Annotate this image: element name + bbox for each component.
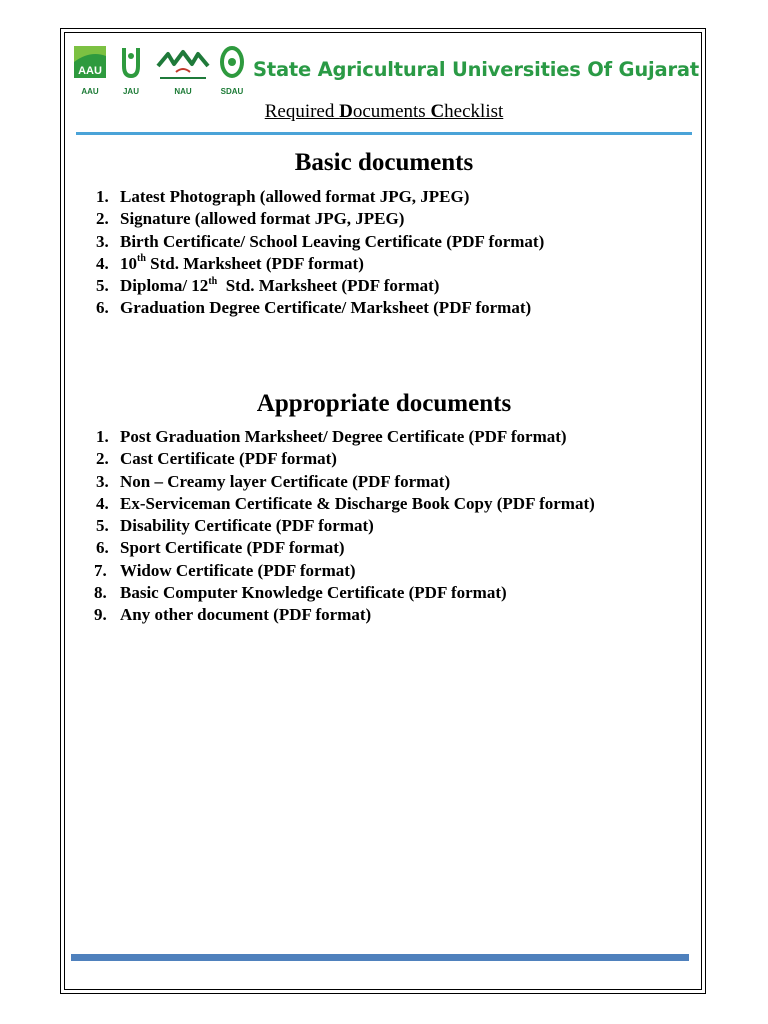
list-item bbox=[94, 297, 544, 319]
item-text: Disability Certificate (PDF format) bbox=[120, 516, 374, 536]
item-number: 5. bbox=[96, 516, 109, 536]
item-number: 8. bbox=[94, 583, 107, 603]
item-number: 3. bbox=[96, 231, 109, 251]
appropriate-documents-list bbox=[94, 426, 595, 627]
item-text: Cast Certificate (PDF format) bbox=[120, 449, 337, 469]
item-text: Non – Creamy layer Certificate (PDF format) bbox=[120, 471, 451, 491]
aau-logo bbox=[70, 44, 110, 96]
item-number: 2. bbox=[96, 449, 109, 469]
item-superscript: th bbox=[208, 275, 218, 287]
list-item bbox=[94, 604, 595, 626]
item-number: 4. bbox=[96, 493, 109, 513]
jau-caption: JAU bbox=[122, 87, 139, 96]
jau-logo bbox=[114, 44, 148, 96]
aau-emblem-icon bbox=[70, 44, 110, 86]
list-item bbox=[94, 582, 595, 604]
jau-emblem-icon bbox=[114, 44, 148, 86]
item-text: Signature (allowed format JPG, JPEG) bbox=[120, 209, 405, 229]
basic-documents-heading: Basic documents bbox=[294, 149, 474, 176]
item-text: Graduation Degree Certificate/ Marksheet (PDF format) bbox=[120, 298, 532, 318]
list-item bbox=[94, 537, 595, 559]
item-number: 1. bbox=[96, 427, 109, 446]
item-number: 7. bbox=[94, 560, 107, 580]
item-text: Diploma/ 12 bbox=[120, 276, 209, 296]
nau-caption: NAU bbox=[174, 87, 192, 96]
header-title: State Agricultural Universities Of Gujarat bbox=[253, 58, 699, 81]
item-text: Ex-Serviceman Certificate & Discharge Book Copy (PDF format) bbox=[120, 493, 595, 513]
item-text: Sport Certificate (PDF format) bbox=[120, 538, 345, 558]
list-item bbox=[94, 471, 595, 493]
item-number: 1. bbox=[96, 187, 109, 206]
item-text: 10 bbox=[120, 253, 137, 273]
item-number: 6. bbox=[96, 538, 109, 558]
item-text: Std. Marksheet (PDF format) bbox=[145, 253, 364, 273]
aau-caption: AAU bbox=[81, 87, 99, 96]
sdau-logo bbox=[214, 44, 250, 96]
checklist-title bbox=[0, 101, 768, 123]
sdau-caption: SDAU bbox=[220, 87, 244, 96]
list-item bbox=[94, 253, 544, 275]
list-item bbox=[94, 493, 595, 515]
footer-bar bbox=[71, 954, 689, 961]
item-text: Std. Marksheet (PDF format) bbox=[217, 276, 440, 296]
appropriate-documents-heading: Appropriate documents bbox=[256, 390, 512, 417]
item-number: 3. bbox=[96, 471, 109, 491]
item-superscript: th bbox=[137, 253, 146, 265]
nau-emblem-icon bbox=[154, 44, 212, 86]
list-item bbox=[94, 426, 595, 448]
list-item bbox=[94, 275, 544, 297]
item-text: Latest Photograph (allowed format JPG, JPEG) bbox=[120, 187, 470, 206]
item-text: Any other document (PDF format) bbox=[120, 605, 372, 625]
checklist-title-part: ocuments bbox=[352, 101, 431, 122]
sdau-emblem-icon bbox=[214, 44, 250, 86]
list-item bbox=[94, 560, 595, 582]
item-number: 2. bbox=[96, 209, 109, 229]
list-item bbox=[94, 231, 544, 253]
checklist-title-initial: D bbox=[339, 101, 353, 122]
svg-text:AAU: AAU bbox=[78, 65, 102, 77]
header-divider bbox=[76, 132, 692, 135]
item-number: 9. bbox=[94, 605, 107, 625]
item-text: Widow Certificate (PDF format) bbox=[120, 560, 356, 580]
item-text: Post Graduation Marksheet/ Degree Certificate (PDF format) bbox=[120, 427, 567, 446]
nau-logo bbox=[154, 44, 212, 96]
list-item bbox=[94, 448, 595, 470]
list-item bbox=[94, 186, 544, 208]
checklist-title-part: hecklist bbox=[444, 101, 504, 122]
item-number: 6. bbox=[96, 298, 109, 318]
list-item bbox=[94, 208, 544, 230]
list-item bbox=[94, 515, 595, 537]
item-text: Birth Certificate/ School Leaving Certificate (PDF format) bbox=[120, 231, 545, 251]
checklist-title-initial: C bbox=[430, 101, 445, 122]
checklist-title-part: Required bbox=[264, 101, 340, 122]
item-text: Basic Computer Knowledge Certificate (PDF format) bbox=[120, 583, 507, 603]
item-number: 4. bbox=[96, 253, 109, 273]
item-number: 5. bbox=[96, 276, 109, 296]
basic-documents-list bbox=[94, 186, 544, 320]
